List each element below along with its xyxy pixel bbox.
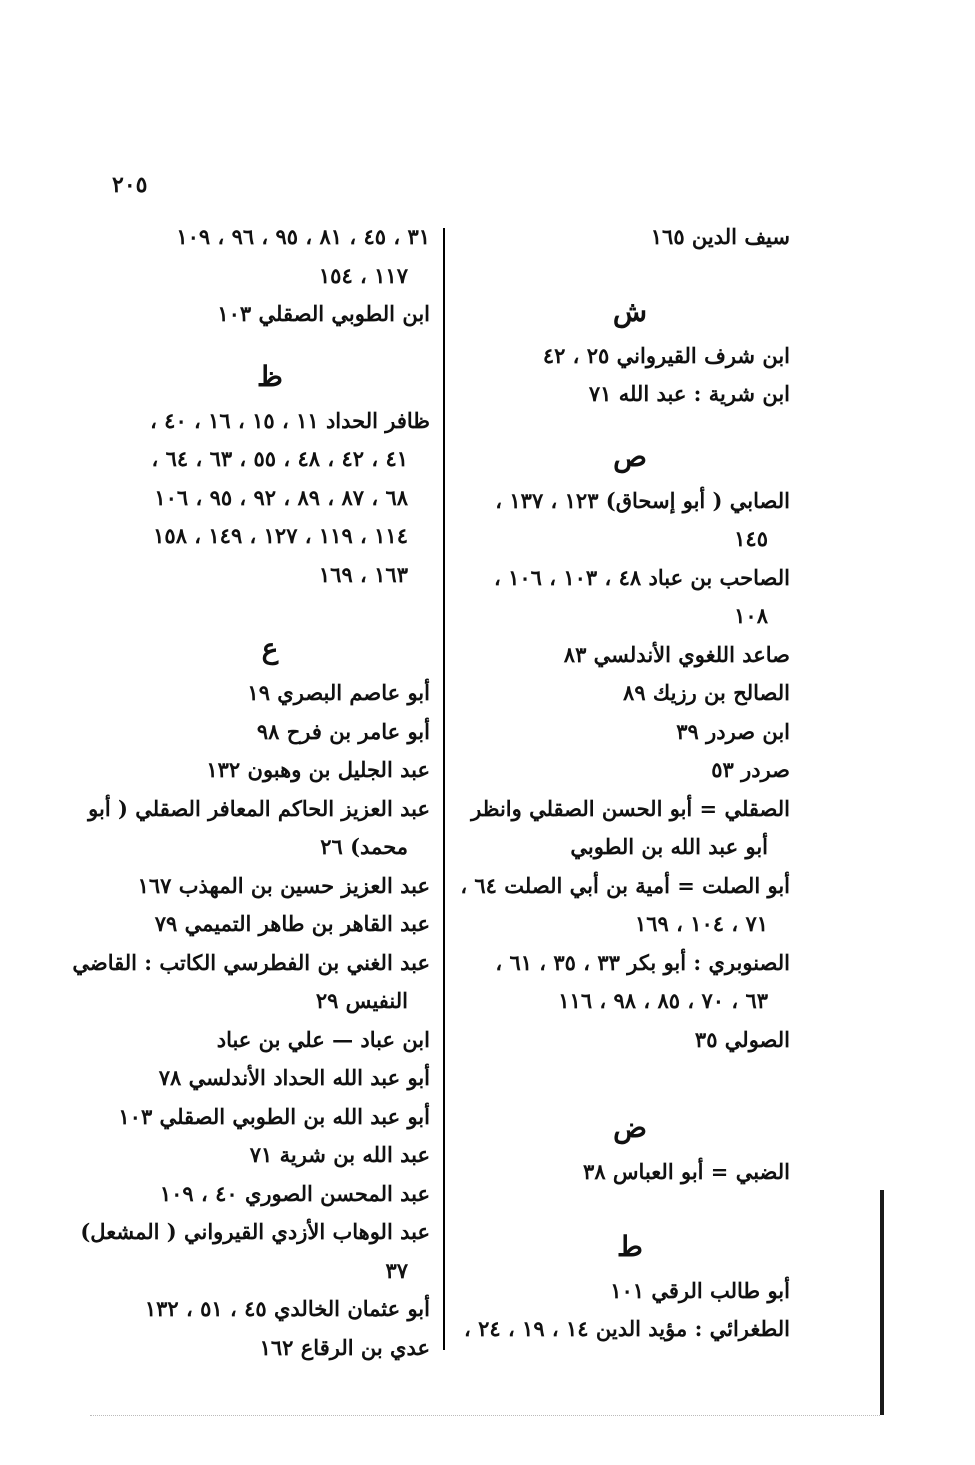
index-entry-continuation: ٤١ ، ٤٢ ، ٤٨ ، ٥٥ ، ٦٣ ، ٦٤ ، [151, 446, 408, 471]
index-entry-continuation: ٣٧ [385, 1257, 408, 1283]
spacer [470, 414, 790, 432]
index-entry-continuation: ٦٣ ، ٧٠ ، ٨٥ ، ٩٨ ، ١١٦ [558, 988, 768, 1013]
spacer [110, 594, 430, 624]
index-entry: الصالح بن رزيك ٨٩ [623, 680, 790, 705]
index-entry: أبو عبد الله الحداد الأندلسي ٧٨ [158, 1065, 430, 1090]
index-entry: ابن شرف القيرواني ٢٥ ، ٤٢ [542, 342, 790, 368]
index-entry: أبو عبد الله بن الطوبي الصقلي ١٠٣ [118, 1103, 430, 1129]
index-entry-continuation: ٦٨ ، ٨٧ ، ٨٩ ، ٩٢ ، ٩٥ ، ١٠٦ [154, 484, 408, 510]
spacer [470, 257, 790, 287]
index-entry: عبد القاهر بن طاهر التميمي ٧٩ [154, 911, 430, 936]
column-divider [443, 228, 445, 1350]
index-entry: الصولي ٣٥ [694, 1026, 790, 1052]
index-entry: الصقلي = أبو الحسن الصقلي وانظر [471, 795, 790, 821]
section-letter-heading: ع [261, 632, 279, 665]
page-number: ٢٠٥ [112, 172, 148, 198]
index-entry-continuation: ١٠٨ [734, 603, 768, 628]
index-entry: الصاحب بن عباد ٤٨ ، ١٠٣ ، ١٠٦ ، [494, 564, 790, 590]
section-letter-heading: ط [617, 1229, 643, 1263]
spacer [110, 334, 430, 352]
index-entry: عبد العزيز حسين بن المهذب ١٦٧ [137, 872, 430, 898]
index-entry: ٣١ ، ٤٥ ، ٨١ ، ٩٥ ، ٩٦ ، ١٠٩ [176, 224, 430, 249]
index-entry-continuation: ١١٧ ، ١٥٤ [318, 262, 408, 288]
section-letter-heading: ش [612, 294, 648, 328]
index-entry-continuation: محمد) ٢٦ [320, 834, 408, 859]
index-entry-continuation: أبو عبد الله بن الطوبي [570, 834, 768, 859]
index-entry-continuation: ١٦٣ ، ١٦٩ [318, 561, 408, 587]
index-entry: ابن صردر ٣٩ [676, 718, 790, 744]
index-entry: عبد الجليل بن وهبون ١٣٢ [206, 757, 430, 782]
index-entry: الطغرائي : مؤيد الدين ١٤ ، ١٩ ، ٢٤ ، [463, 1316, 790, 1341]
index-entry: أبو عثمان الخالدي ٤٥ ، ٥١ ، ١٣٢ [144, 1296, 430, 1321]
section-letter-heading: ض [613, 1111, 647, 1144]
index-entry-continuation: ١٤٥ [734, 526, 768, 551]
spacer [470, 1059, 790, 1103]
index-column-right [460, 218, 790, 1349]
index-column-left [72, 218, 430, 1367]
index-entry: ظافر الحداد ١١ ، ١٥ ، ١٦ ، ٤٠ ، [150, 407, 430, 433]
index-entry: الصنوبري : أبو بكر ٣٣ ، ٣٥ ، ٦١ ، [495, 949, 790, 975]
index-entry: الضبي = أبو العباس ٣٨ [583, 1159, 790, 1184]
section-letter-heading: ظ [257, 359, 283, 393]
scan-edge-mark [880, 1190, 884, 1415]
index-entry: الصابي ( أبو إسحاق) ١٢٣ ، ١٣٧ ، [495, 487, 790, 513]
index-entry: أبو الصلت = أمية بن أبي الصلت ٦٤ ، [460, 872, 790, 898]
index-entry: صاعد اللغوي الأندلسي ٨٣ [563, 641, 790, 667]
index-entry: عدي بن الرقاع ١٦٢ [259, 1334, 430, 1360]
spacer [470, 1192, 790, 1222]
index-entry: عبد الوهاب الأزدي القيرواني ( المشعل) [80, 1219, 430, 1244]
scan-bottom-edge [90, 1415, 880, 1417]
index-entry: ابن الطوبي الصقلي ١٠٣ [217, 301, 430, 326]
index-entry: عبد الله بن شرية ٧١ [249, 1142, 430, 1167]
index-entry: سيف الدين ١٦٥ [650, 224, 790, 249]
index-entry: ابن شرية : عبد الله ٧١ [588, 381, 790, 406]
index-entry: ابن عباد — علي بن عباد [216, 1026, 430, 1052]
index-entry: عبد المحسن الصوري ٤٠ ، ١٠٩ [159, 1180, 430, 1206]
index-entry: صردر ٥٣ [711, 757, 790, 782]
index-entry-continuation: ١١٤ ، ١١٩ ، ١٢٧ ، ١٤٩ ، ١٥٨ [153, 523, 408, 548]
index-entry-continuation: النفيس ٢٩ [315, 988, 408, 1013]
section-letter-heading: ص [613, 439, 647, 473]
index-entry: أبو عامر بن فرح ٩٨ [256, 718, 430, 744]
index-entry: عبد الغني بن الفطرسي الكاتب : القاضي [72, 949, 430, 975]
index-entry: أبو عاصم البصري ١٩ [247, 680, 430, 705]
index-entry: عبد العزيز الحاكم المعافر الصقلي ( أبو [88, 795, 430, 821]
index-entry: أبو طالب الرقي ١٠١ [610, 1277, 790, 1303]
index-entry-continuation: ٧١ ، ١٠٤ ، ١٦٩ [634, 911, 768, 936]
